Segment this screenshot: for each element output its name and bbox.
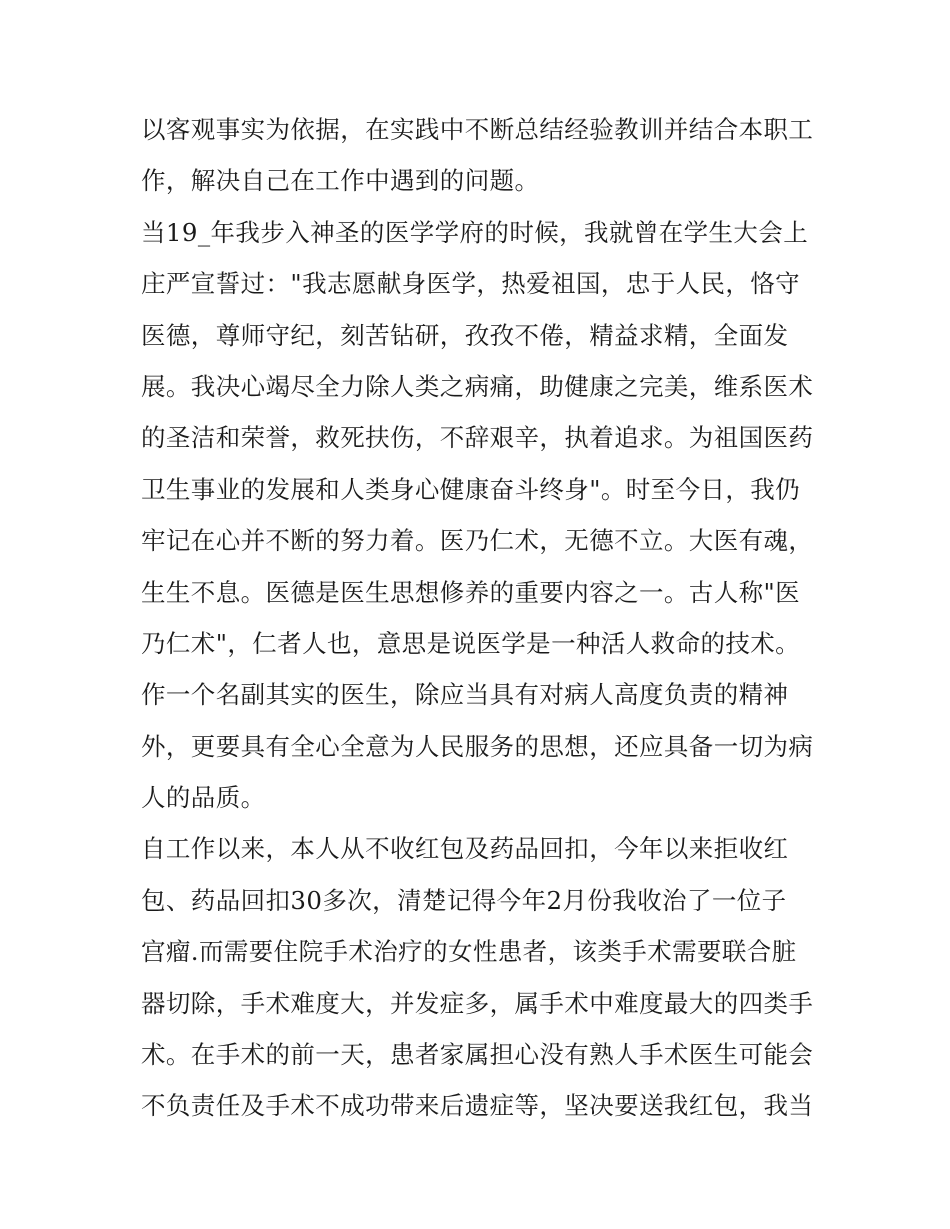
text-line: 外，更要具有全心全意为人民服务的思想，还应具备一切为病 bbox=[141, 731, 813, 761]
text-line: 人的品质。 bbox=[141, 783, 266, 813]
text-line: 不负责任及手术不成功带来后遗症等，坚决要送我红包，我当 bbox=[141, 1091, 813, 1121]
text-line: 术。在手术的前一天，患者家属担心没有熟人手术医生可能会 bbox=[141, 1040, 813, 1070]
text-line: 生生不息。医德是医生思想修养的重要内容之一。古人称"医 bbox=[141, 577, 801, 607]
text-line: 庄严宣誓过："我志愿献身医学，热爱祖国，忠于人民，恪守 bbox=[141, 269, 801, 299]
text-line: 卫生事业的发展和人类身心健康奋斗终身"。时至今日，我仍 bbox=[141, 474, 801, 504]
text-line: 宫瘤.而需要住院手术治疗的女性患者，该类手术需要联合脏 bbox=[141, 937, 797, 967]
text-line: 乃仁术"，仁者人也，意思是说医学是一种活人救命的技术。 bbox=[141, 628, 801, 658]
text-line: 当19_年我步入神圣的医学学府的时候，我就曾在学生大会上 bbox=[141, 217, 809, 247]
text-line: 作一个名副其实的医生，除应当具有对病人高度负责的精神 bbox=[141, 680, 789, 710]
text-line: 的圣洁和荣誉，救死扶伤，不辞艰辛，执着追求。为祖国医药 bbox=[141, 423, 813, 453]
text-line: 器切除，手术难度大，并发症多，属手术中难度最大的四类手 bbox=[141, 988, 813, 1018]
text-line: 包、药品回扣30多次，清楚记得今年2月份我收治了一位子 bbox=[141, 885, 787, 915]
text-line: 自工作以来，本人从不收红包及药品回扣，今年以来拒收红 bbox=[141, 834, 789, 864]
text-line: 牢记在心并不断的努力着。医乃仁术，无德不立。大医有魂， bbox=[141, 526, 813, 556]
text-line: 展。我决心竭尽全力除人类之病痛，助健康之完美，维系医术 bbox=[141, 371, 813, 401]
text-line: 以客观事实为依据，在实践中不断总结经验教训并结合本职工 bbox=[141, 115, 813, 144]
document-body bbox=[141, 104, 813, 1132]
text-line: 医德，尊师守纪，刻苦钻研，孜孜不倦，精益求精，全面发 bbox=[141, 320, 789, 350]
text-line: 作，解决自己在工作中遇到的问题。 bbox=[141, 166, 540, 196]
